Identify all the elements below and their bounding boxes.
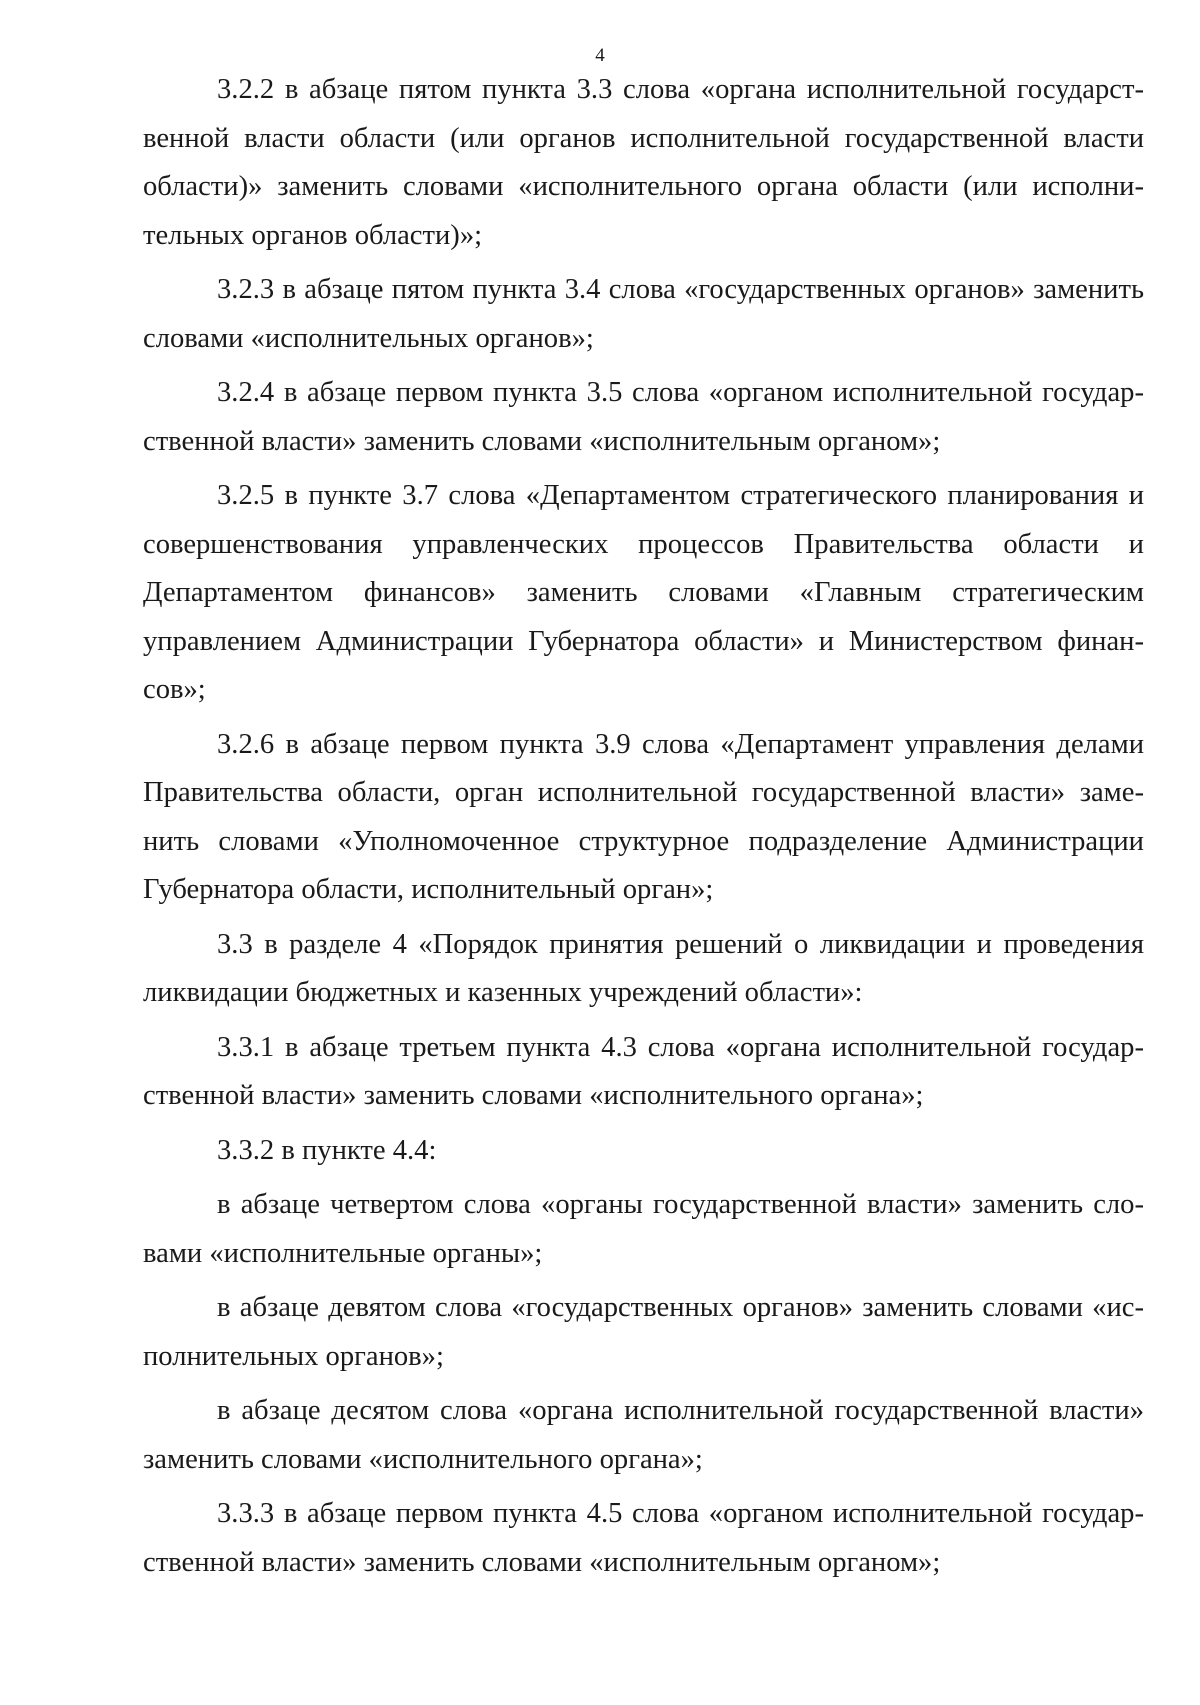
- paragraph-3-2-3: 3.2.3 в абзаце пятом пункта 3.4 слова «государственных органов» заменить словами «исполнительных органов»;: [143, 274, 1144, 354]
- paragraph-3-3-1: 3.3.1 в абзаце третьем пункта 4.3 слова «органа исполнительной государственной власти» заменить словами «исполнительного органа»;: [143, 1031, 1144, 1111]
- paragraph-3-2-6: 3.2.6 в абзаце первом пункта 3.9 слова «Департамент управления делами Правительства области, орган исполнительной государственной власти» заменить словами «Уполномоченное структурное подразделение Администрации Губернатора области, исполнительный орган»;: [143, 728, 1144, 905]
- paragraph-3-2-2: 3.2.2 в абзаце пятом пункта 3.3 слова «органа исполнительной государственной власти области (или органов исполнительной государственной власти области)» заменить словами «исполнительного органа области (или исполнительных органов области)»;: [143, 74, 1144, 251]
- paragraph-3-3-2: 3.3.2 в пункте 4.4:: [217, 1134, 437, 1166]
- paragraph-3-3-2-fourth: в абзаце четвертом слова «органы государственной власти» заменить словами «исполнительные органы»;: [143, 1189, 1144, 1269]
- paragraph-3-3-3: 3.3.3 в абзаце первом пункта 4.5 слова «органом исполнительной государственной власти» заменить словами «исполнительным органом»;: [143, 1498, 1144, 1578]
- document-body: [143, 66, 1144, 1593]
- paragraph-3-2-4: 3.2.4 в абзаце первом пункта 3.5 слова «органом исполнительной государственной власти» заменить словами «исполнительным органом»;: [143, 377, 1144, 457]
- paragraph-3-3-2-ninth: в абзаце девятом слова «государственных органов» заменить словами «исполнительных органов»;: [143, 1292, 1144, 1372]
- paragraph-3-3-2-tenth: в абзаце десятом слова «органа исполнительной государственной власти» заменить словами «исполнительного органа»;: [143, 1395, 1144, 1475]
- paragraph-3-2-5: 3.2.5 в пункте 3.7 слова «Департаментом стратегического планирования и совершенствования управленческих процессов Правительства области и Департаментом финансов» заменить словами «Главным стратегическим управлением Администрации Губернатора области» и Министерством финансов»;: [143, 480, 1144, 705]
- paragraph-3-3: 3.3 в разделе 4 «Порядок принятия решений о ликвидации и проведения ликвидации бюджетных и казенных учреждений области»:: [143, 928, 1144, 1008]
- page-number: 4: [595, 45, 605, 66]
